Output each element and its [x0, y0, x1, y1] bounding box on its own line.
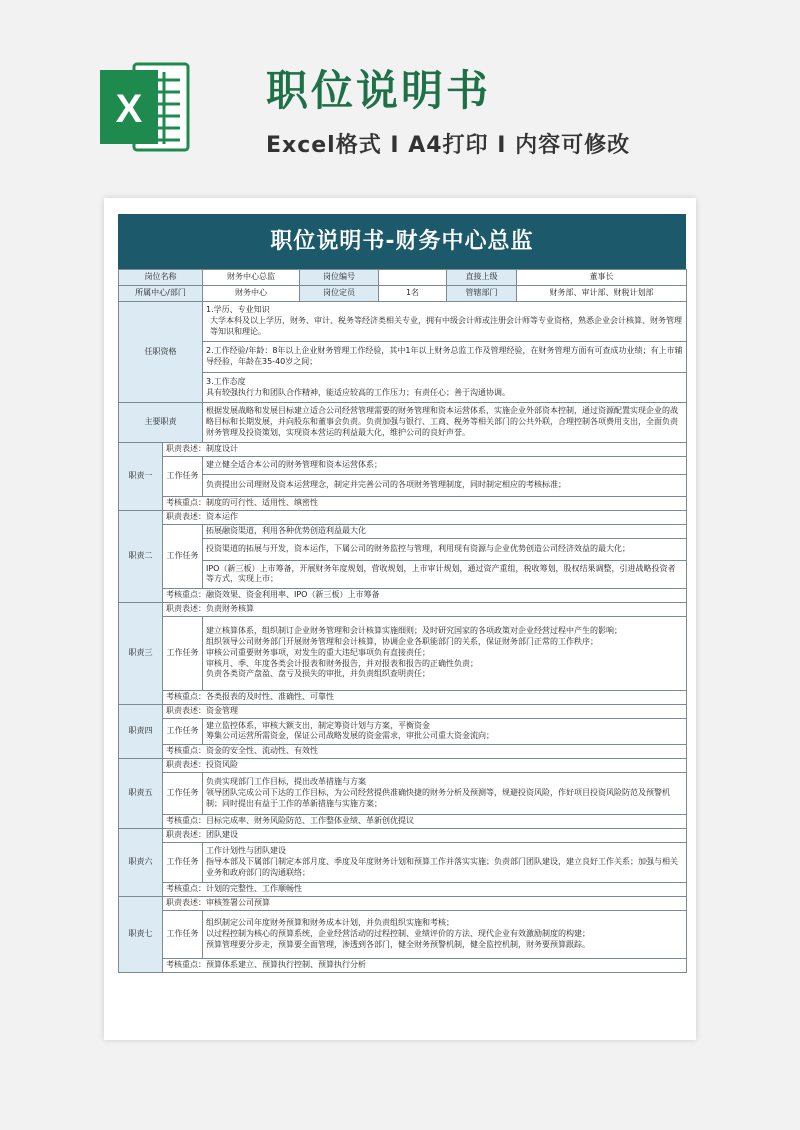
qualification-attitude[interactable]: 3.工作态度 具有较强执行力和团队合作精神，能适应较高的工作压力；有责任心；善于沟通协调。	[203, 373, 687, 403]
duty2-task-row-2	[119, 538, 687, 560]
duty1-kpi-row	[119, 497, 687, 511]
dept-value[interactable]: 财务中心	[203, 286, 300, 302]
duty2-name: 职责二	[119, 511, 163, 603]
duty6-desc[interactable]: 职责表述：团队建设	[163, 828, 687, 842]
duty2-task-label: 工作任务	[163, 525, 203, 589]
excel-logo-icon	[98, 58, 190, 156]
duty2-kpi[interactable]: 考核重点：融资效果、资金利用率、IPO（新三板）上市筹备	[163, 588, 687, 602]
duty2-task-2[interactable]: 投资渠道的拓展与开发，资本运作，下属公司的财务监控与管理，利用现有资源与企业优势创造公司经济效益的最大化；	[203, 538, 687, 560]
page-title: 职位说明书	[266, 66, 492, 115]
duty3-task-row	[119, 616, 687, 690]
pos-name-value[interactable]: 财务中心总监	[203, 270, 300, 286]
duty2-task-row-3	[119, 560, 687, 588]
duty3-task-label: 工作任务	[163, 616, 203, 690]
banner	[0, 0, 800, 200]
duty1-task-label: 工作任务	[163, 457, 203, 497]
duty4-name: 职责四	[119, 704, 163, 758]
duty3-desc-row	[119, 602, 687, 616]
page-subtitle: Excel格式 Ⅰ A4打印 Ⅰ 内容可修改	[266, 133, 631, 158]
duty1-kpi[interactable]: 考核重点：制度的可行性、适用性、缜密性	[163, 497, 687, 511]
info-row-2	[119, 286, 687, 302]
managed-value[interactable]: 财务部、审计部、财税计划部	[517, 286, 687, 302]
superior-value[interactable]: 董事长	[517, 270, 687, 286]
document-sheet	[104, 198, 696, 1040]
main-duty-label: 主要职责	[119, 403, 203, 443]
duty6-task-row	[119, 842, 687, 882]
duty3-name: 职责三	[119, 602, 163, 704]
duty1-task-row	[119, 457, 687, 475]
duty5-kpi[interactable]: 考核重点：目标完成率、财务风险防范、工作整体业绩、革新创优提议	[163, 814, 687, 828]
duty3-tasks[interactable]: 建立核算体系，组织制订企业财务管理和会计核算实施细则；及时研究国家的各项政策对企业经营过程中产生的影响； 组织领导公司财务部门开展财务管理和会计核算，协调企业各职能部门的关系，保证财务部门正常的工作秩序； 审核公司重要财务事项，对发生的重大违纪事项负有直接责任； 审核月、季、年度各类会计报表和财务报告，并对报表和报告的正确性负责； 负责各类资产盘盈、盘亏及损失的审批，并负责组织查明责任；	[203, 616, 687, 690]
job-description-table	[118, 269, 687, 973]
duty6-kpi-row	[119, 882, 687, 896]
superior-label: 直接上级	[447, 270, 517, 286]
duty2-desc-row	[119, 511, 687, 525]
duty5-name: 职责五	[119, 758, 163, 828]
logo-letter: X	[115, 87, 143, 131]
duty2-desc[interactable]: 职责表述：资本运作	[163, 511, 687, 525]
duty7-task-row	[119, 910, 687, 958]
qualification-attitude-row	[119, 373, 687, 403]
duty1-task-2[interactable]: 负责提出公司理财及资本运营理念，制定并完善公司的各项财务管理制度，同时制定相应的考核标准；	[203, 475, 687, 497]
pos-code-value[interactable]	[379, 270, 447, 286]
duty4-kpi-row	[119, 744, 687, 758]
qualification-edu-row	[119, 302, 687, 342]
duty7-desc-row	[119, 896, 687, 910]
duty7-desc[interactable]: 职责表述：审核签署公司预算	[163, 896, 687, 910]
duty1-desc[interactable]: 职责表述：制度设计	[163, 443, 687, 457]
dept-label: 所属中心/部门	[119, 286, 203, 302]
duty2-task-row	[119, 525, 687, 539]
duty5-tasks[interactable]: 负责实现部门工作目标，提出改革措施与方案 领导团队完成公司下达的工作目标，为公司经营提供准确快捷的财务分析及预测等，规避投资风险，作好项目投资风险防范及预警机制；同时提出有益于工作的革新措施与实施方案；	[203, 772, 687, 814]
duty3-desc[interactable]: 职责表述：负责财务核算	[163, 602, 687, 616]
duty5-desc[interactable]: 职责表述：投资风险	[163, 758, 687, 772]
qualification-exp-row	[119, 342, 687, 373]
duty5-task-row	[119, 772, 687, 814]
qualification-label: 任职资格	[119, 302, 203, 403]
duty4-kpi[interactable]: 考核重点：资金的安全性、流动性、有效性	[163, 744, 687, 758]
duty3-kpi-row	[119, 690, 687, 704]
managed-label: 管辖部门	[447, 286, 517, 302]
duty7-kpi-row	[119, 958, 687, 972]
duty3-kpi[interactable]: 考核重点：各类报表的及时性、准确性、可靠性	[163, 690, 687, 704]
duty1-task-1[interactable]: 建立健全适合本公司的财务管理和资本运营体系；	[203, 457, 687, 475]
pos-code-label: 岗位编号	[300, 270, 379, 286]
duty6-desc-row	[119, 828, 687, 842]
document-title: 职位说明书-财务中心总监	[118, 214, 686, 269]
headcount-label: 岗位定员	[300, 286, 379, 302]
duty1-name: 职责一	[119, 443, 163, 511]
duty2-task-1[interactable]: 拓展融资渠道，利用各种优势创造利益最大化	[203, 525, 687, 539]
duty2-kpi-row	[119, 588, 687, 602]
duty7-name: 职责七	[119, 896, 163, 972]
duty4-desc-row	[119, 704, 687, 718]
duty7-kpi[interactable]: 考核重点：预算体系建立、预算执行控制、预算执行分析	[163, 958, 687, 972]
info-row-1	[119, 270, 687, 286]
duty5-desc-row	[119, 758, 687, 772]
duty6-tasks[interactable]: 工作计划性与团队建设 指导本部及下属部门制定本部月度、季度及年度财务计划和预算工作并落实实施；负责部门团队建设，建立良好工作关系；加强与相关业务和政府部门的沟通联络；	[203, 842, 687, 882]
duty6-kpi[interactable]: 考核重点：计划的完整性、工作顺畅性	[163, 882, 687, 896]
qualification-edu[interactable]: 1.学历、专业知识 大学本科及以上学历，财务、审计、税务等经济类相关专业，拥有中级会计师或注册会计师等专业资格，熟悉企业会计核算、财务管理等知识和理论。	[203, 302, 687, 342]
duty1-desc-row	[119, 443, 687, 457]
main-duty-row	[119, 403, 687, 443]
duty5-kpi-row	[119, 814, 687, 828]
duty4-tasks[interactable]: 建立监控体系，审核大额支出，制定筹资计划与方案，平衡资金 筹集公司运营所需资金，保证公司战略发展的资金需求，审批公司重大资金流向；	[203, 718, 687, 744]
duty7-task-label: 工作任务	[163, 910, 203, 958]
duty4-task-row	[119, 718, 687, 744]
duty4-desc[interactable]: 职责表述：资金管理	[163, 704, 687, 718]
duty6-task-label: 工作任务	[163, 842, 203, 882]
pos-name-label: 岗位名称	[119, 270, 203, 286]
duty4-task-label: 工作任务	[163, 718, 203, 744]
duty5-task-label: 工作任务	[163, 772, 203, 814]
qualification-exp[interactable]: 2.工作经验/年龄：8年以上企业财务管理工作经验，其中1年以上财务总监工作及管理经验，在财务管理方面有可查成功业绩；有上市辅导经验，年龄在35-40岁之间；	[203, 342, 687, 373]
main-duty-text[interactable]: 根据发展战略和发展目标建立适合公司经营管理需要的财务管理和资本运营体系，实施企业外部资本控制，通过资源配置实现企业的战略目标和长期发展，并向股东和董事会负责。负责加强与银行、工商、税务等相关部门的公共外联，合理控制各项费用支出，全面负责财务管理及投资策划，实现资本营运的利益最大化，维护公司的良好声誉。	[203, 403, 687, 443]
headcount-value[interactable]: 1名	[379, 286, 447, 302]
duty6-name: 职责六	[119, 828, 163, 896]
duty1-task-row-2	[119, 475, 687, 497]
duty7-tasks[interactable]: 组织制定公司年度财务预算和财务成本计划，并负责组织实施和考核； 以过程控制为核心的预算系统，企业经营活动的过程控制、业绩评价的方法、现代企业有效激励制度的构建； 预算管理要分步走，预算要全面管理，渗透到各部门，健全财务预警机制，健全监控机制，财务要预算跟踪。	[203, 910, 687, 958]
duty2-task-3[interactable]: IPO（新三板）上市筹备，开展财务年度规划，营收规划，上市审计规划，通过资产重组，税收筹划，股权结果调整，引进战略投资者等方式，实现上市；	[203, 560, 687, 588]
